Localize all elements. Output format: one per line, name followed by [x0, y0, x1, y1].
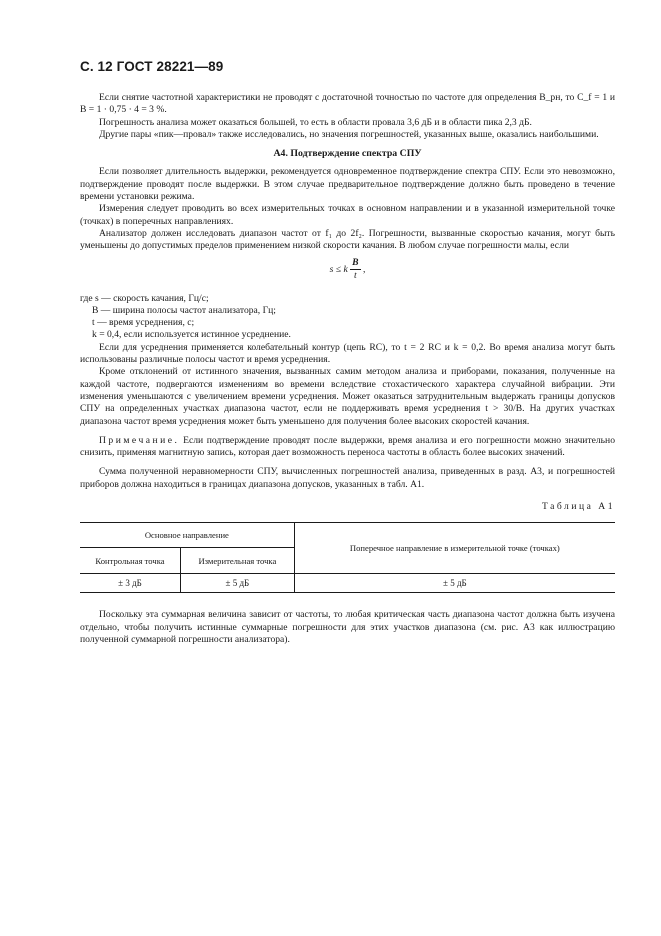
table-row: [80, 574, 615, 593]
note-paragraph: [80, 435, 615, 460]
section-paragraph-2: Измерения следует проводить во всех измерительных точках в основном направлении и в указанной измерительной точке (точках) в поперечных направлениях.: [80, 203, 615, 227]
value-control-point: ± 3 дБ: [80, 574, 181, 593]
legend-line-1: где s — скорость качания, Гц/с;: [80, 292, 209, 304]
legend-line-3: t — время усреднения, с;: [92, 317, 195, 329]
section-heading: А4. Подтверждение спектра СПУ: [273, 148, 422, 160]
formula: [80, 257, 615, 287]
after-paragraph-1: Если для усреднения применяется колебательный контур (цепь RC), то t = 2 RC и k = 0,2. Во время анализа могут быть использованы различные полосы частот и время усреднения.: [80, 341, 615, 366]
value-cross-direction: ± 5 дБ: [294, 574, 615, 593]
paragraph-3: Другие пары «пик—провал» также исследовались, но значения погрешностей, указанных выше, оказались наибольшими.: [99, 128, 599, 140]
section-paragraph-3: Анализатор должен исследовать диапазон частот от f₁ до 2f₂. Погрешности, вызванные скоростью качания, могут быть уменьшены до допустимых пределов применением низкой скорости качания. В любом случае погрешности малы, если: [80, 227, 615, 252]
formula-numerator: B: [350, 257, 360, 270]
page-content: [80, 92, 615, 646]
header-cross-direction: Поперечное направление в измерительной точке (точках): [294, 523, 615, 574]
formula-denominator: t: [353, 269, 357, 281]
page-header: С. 12 ГОСТ 28221—89: [80, 59, 224, 74]
tolerance-table: [80, 522, 615, 593]
note-title: Примечание.: [99, 434, 180, 446]
formula-tail: ,: [362, 263, 366, 275]
summary-paragraph: Сумма полученной неравномерности СПУ, вычисленных погрешностей анализа, приведенных в разд. А3, и погрешностей приборов должна находиться в границах диапазона допусков, указанных в табл. А1.: [80, 466, 615, 490]
paragraph-1: Если снятие частотной характеристики не проводят с достаточной точностью по частоте для определения B_рн, то C_f = 1 и B = 1 · 0,75 · 4 = 3 %.: [80, 92, 615, 116]
table-title: Таблица А1: [542, 501, 615, 513]
formula-legend: [80, 293, 615, 342]
header-control-point: Контрольная точка: [80, 548, 181, 574]
formula-fraction: [350, 257, 360, 283]
section-paragraph-1: Если позволяет длительность выдержки, рекомендуется одновременное подтверждение спектра СПУ. Если это невозможно, подтверждение проводят после выдержки. В этом случае предварительное подтверждение должно быть проведено в течение времени установки режима.: [80, 166, 615, 203]
after-paragraph-2: Кроме отклонений от истинного значения, вызванных самим методом анализа и приборами, показания, полученные на каждой частоте, подвергаются изменениям во времени вследствие стохастического характера случайной вибрации. Эти изменения уменьшаются с увеличением времени усреднения. Может оказаться затруднительным выдержать границы допусков СПУ на определенных участках диапазона частот, если не поддерживать время усреднения t > 30/B. На других участках диапазона частот время усреднения может быть уменьшено для получения более высоких скоростей качания.: [80, 366, 615, 427]
legend-line-2: B — ширина полосы частот анализатора, Гц;: [92, 304, 276, 316]
formula-lhs: s ≤ k: [329, 263, 348, 275]
header-main-direction: Основное направление: [80, 523, 294, 548]
header-measure-point: Измерительная точка: [181, 548, 295, 574]
final-paragraph: Поскольку эта суммарная величина зависит от частоты, то любая критическая часть диапазона частот должна быть изучена отдельно, чтобы получить истинные суммарные погрешности для этих участков диапазона (см. рис. А3 как иллюстрацию полученной суммарной погрешности анализатора).: [80, 609, 615, 645]
note-text: Если подтверждение проводят после выдержки, время анализа и его погрешности можно значительно снизить, применяя магнитную запись, которая дает возможность переноса частоты в область более высоких значений.: [80, 434, 615, 459]
value-measure-point: ± 5 дБ: [181, 574, 295, 593]
legend-line-4: k = 0,4, если используется истинное усреднение.: [92, 329, 291, 341]
paragraph-2: Погрешность анализа может оказаться большей, то есть в области провала 3,6 дБ и в области пика 2,3 дБ.: [99, 116, 532, 128]
